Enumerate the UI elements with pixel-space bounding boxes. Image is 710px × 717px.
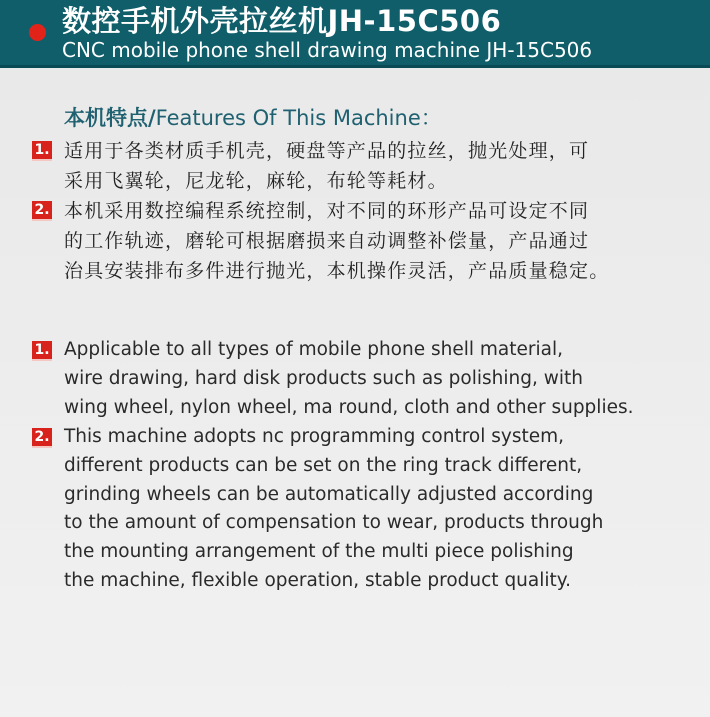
list-item xyxy=(32,423,690,596)
list-item xyxy=(32,336,690,422)
number-badge: 1. xyxy=(32,141,52,161)
feature-text-en-1: Applicable to all types of mobile phone shell material, wire drawing, hard disk products such as polishing, with wing wheel, nylon wheel, ma round, cloth and other supplies. xyxy=(64,339,634,418)
number-badge: 2. xyxy=(32,201,52,221)
features-panel xyxy=(0,68,710,717)
title-banner xyxy=(0,0,710,68)
features-heading-en: Features Of This Machine： xyxy=(155,106,442,130)
number-badge: 1. xyxy=(32,341,52,361)
number-badge: 2. xyxy=(32,428,52,448)
list-item xyxy=(32,136,690,196)
features-heading-cn: 本机特点/ xyxy=(64,106,156,130)
feature-text-cn-1: 适用于各类材质手机壳，硬盘等产品的拉丝，抛光处理，可 采用飞翼轮，尼龙轮，麻轮，布轮等耗材。 xyxy=(64,140,590,192)
red-dot-icon xyxy=(29,24,46,41)
feature-text-cn-2: 本机采用数控编程系统控制，对不同的环形产品可设定不同 的工作轨迹，磨轮可根据磨损来自动调整补偿量，产品通过 治具安装排布多件进行抛光，本机操作灵活，产品质量稳定。 xyxy=(64,200,610,282)
feature-text-en-2: This machine adopts nc programming control system, different products can be set on the ring track different, grinding wheels can be automatically adjusted according to the amount of compensation to wear, products through the mounting arrangement of the multi piece polishing the machine, flexible operation, stable product quality. xyxy=(64,426,604,591)
list-item xyxy=(32,196,690,286)
features-heading xyxy=(64,102,442,132)
page-title-chinese: 数控手机外壳拉丝机JH-15C506 xyxy=(62,4,502,38)
page-title-english: CNC mobile phone shell drawing machine JH-15C506 xyxy=(62,38,593,62)
